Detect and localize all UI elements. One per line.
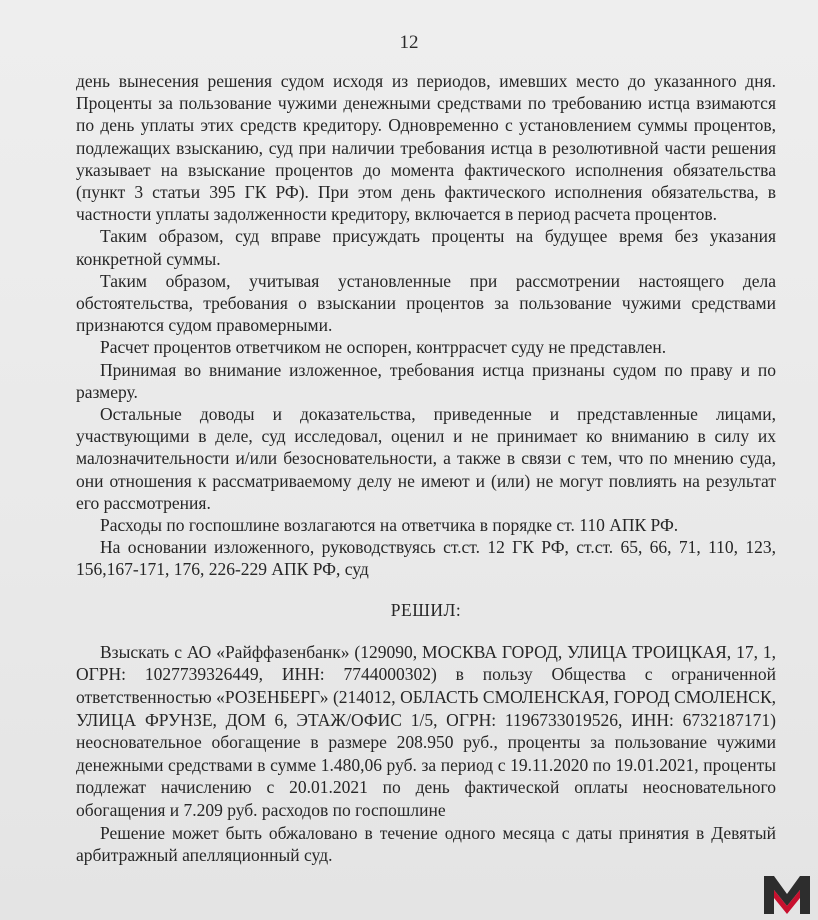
page-number: 12: [399, 32, 419, 53]
paragraph-3: Таким образом, учитывая установленные при рассмотрении настоящего дела обстоятельства, требования о взыскании процентов за пользование чужими средствами признаются судом правомерными.: [76, 270, 776, 336]
decision-heading: РЕШИЛ:: [390, 599, 462, 620]
decision-paragraph-2: Решение может быть обжаловано в течение одного месяца с даты принятия в Девятый арбитражный апелляционный суд.: [76, 822, 776, 866]
paragraph-1: день вынесения решения судом исходя из периодов, имевших место до указанного дня. Проценты за пользование чужими денежными средствами по требованию истца взимаются по день уплаты этих средств кредитору. Одновременно с установлением суммы процентов, подлежащих взысканию, суд при наличии требования истца в резолютивной части решения указывает на взыскание процентов до момента фактического исполнения обязательства (пункт 3 статьи 395 ГК РФ). При этом день фактического исполнения обязательства, в частности уплаты задолженности кредитору, включается в период расчета процентов.: [76, 71, 776, 225]
document-body: [76, 70, 776, 867]
paragraph-4: Расчет процентов ответчиком не оспорен, контррасчет суду не представлен.: [100, 337, 667, 358]
paragraph-6: Остальные доводы и доказательства, приведенные и представленные лицами, участвующими в деле, суд исследовал, оценил и не принимает ко вниманию в силу их малозначительности и/или безосновательности, а также в связи с тем, что по мнению суда, они отношения к рассматриваемому делу не имеют и (или) не могут повлиять на результат его рассмотрения.: [76, 404, 776, 513]
paragraph-8: На основании изложенного, руководствуясь ст.ст. 12 ГК РФ, ст.ст. 65, 66, 71, 110, 123, 156,167-171, 176, 226-229 АПК РФ, суд: [76, 537, 776, 580]
m-logo-icon: [762, 872, 812, 916]
decision-paragraph-1: Взыскать с АО «Райффазенбанк» (129090, МОСКВА ГОРОД, УЛИЦА ТРОИЦКАЯ, 17, 1, ОГРН: 1027739326449, ИНН: 7744000302) в пользу Общества с ограниченной ответственностью «РОЗЕНБЕРГ» (214012, ОБЛАСТЬ СМОЛЕНСКАЯ, ГОРОД СМОЛЕНСК, УЛИЦА ФРУНЗЕ, ДОМ 6, ЭТАЖ/ОФИС 1/5, ОГРН: 1196733019526, ИНН: 6732187171) неосновательное обогащение в размере 208.950 руб., проценты за пользование чужими денежными средствами в сумме 1.480,06 руб. за период с 19.11.2020 по 19.01.2021, проценты подлежат начислению с 20.01.2021 по день фактической оплаты неосновательного обогащения и 7.209 руб. расходов по госпошлине: [76, 641, 776, 821]
paragraph-7: Расходы по госпошлине возлагаются на ответчика в порядке ст. 110 АПК РФ.: [100, 515, 679, 536]
paragraph-5: Принимая во внимание изложенное, требования истца признаны судом по праву и по размеру.: [76, 359, 776, 402]
paragraph-2: Таким образом, суд вправе присуждать проценты на будущее время без указания конкретной суммы.: [76, 226, 776, 269]
